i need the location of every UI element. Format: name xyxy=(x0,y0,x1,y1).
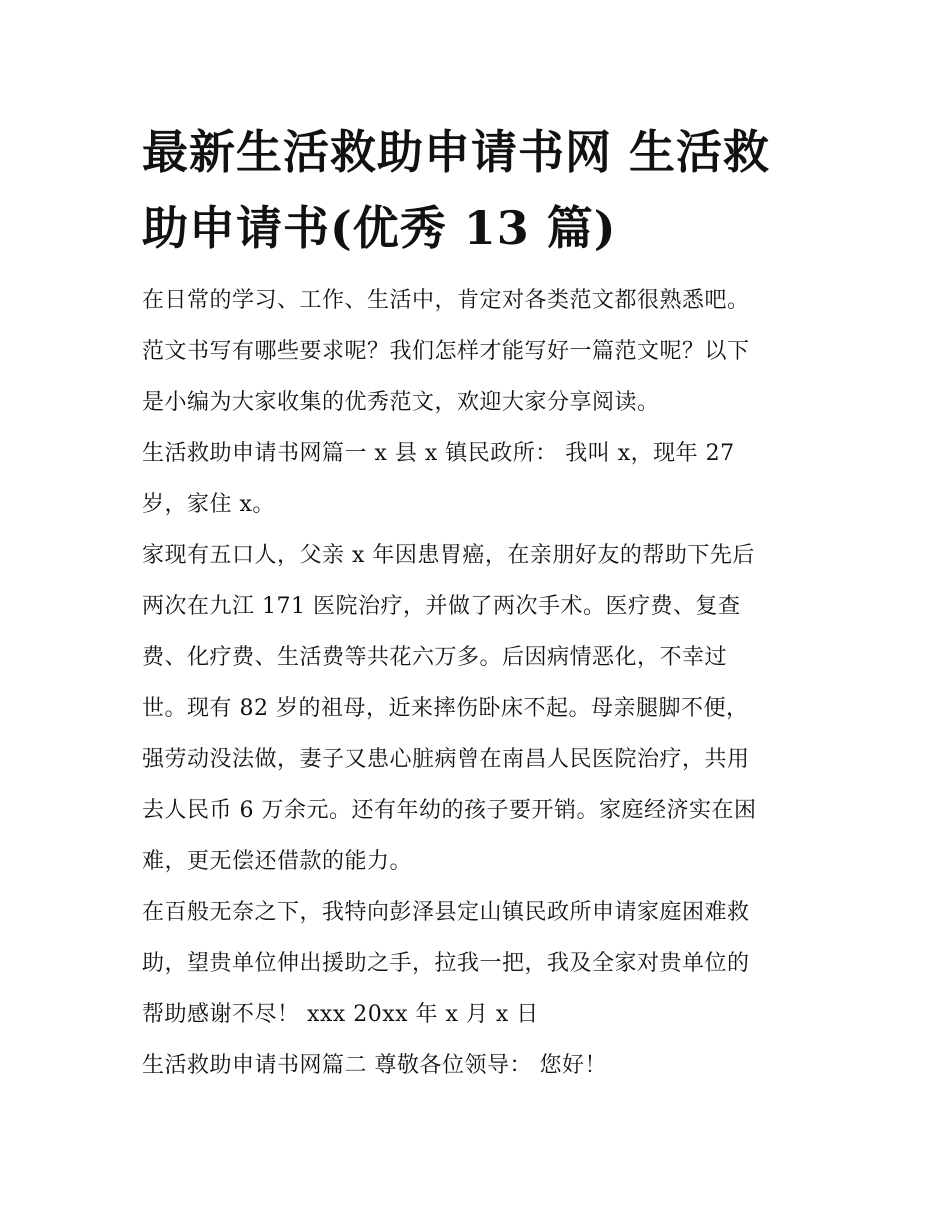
body-line: 家现有五口人，父亲 x 年因患胃癌，在亲朋好友的帮助下先后 xyxy=(142,543,755,568)
body-line: 生活救助申请书网篇二 尊敬各位领导： 您好！ xyxy=(142,1053,607,1078)
body-line: 两次在九江 171 医院治疗，并做了两次手术。医疗费、复查 xyxy=(142,594,741,619)
body-line: 助，望贵单位伸出援助之手，拉我一把，我及全家对贵单位的 xyxy=(142,951,750,976)
body-line: 世。现有 82 岁的祖母，近来摔伤卧床不起。母亲腿脚不便， xyxy=(142,696,749,721)
body-line: 生活救助申请书网篇一 x 县 x 镇民政所： 我叫 x，现年 27 xyxy=(142,441,735,466)
body-line: 在百般无奈之下，我特向彭泽县定山镇民政所申请家庭困难救 xyxy=(142,900,750,925)
body-line: 强劳动没法做，妻子又患心脏病曾在南昌人民医院治疗，共用 xyxy=(142,747,750,772)
title-line: 最新生活救助申请书网 生活救 xyxy=(142,125,771,179)
body-line: 难，更无偿还借款的能力。 xyxy=(142,849,413,874)
body-line: 是小编为大家收集的优秀范文，欢迎大家分享阅读。 xyxy=(142,390,660,415)
body-line: 帮助感谢不尽！ xxx 20xx 年 x 月 x 日 xyxy=(142,1002,539,1027)
document-title xyxy=(142,114,822,266)
document-body xyxy=(142,275,832,1091)
body-line: 范文书写有哪些要求呢？我们怎样才能写好一篇范文呢？以下 xyxy=(142,339,750,364)
body-line: 去人民币 6 万余元。还有年幼的孩子要开销。家庭经济实在困 xyxy=(142,798,757,823)
body-line: 在日常的学习、工作、生活中，肯定对各类范文都很熟悉吧。 xyxy=(142,288,750,313)
title-line: 助申请书(优秀 13 篇) xyxy=(142,201,617,255)
body-line: 岁，家住 x。 xyxy=(142,492,275,517)
body-line: 费、化疗费、生活费等共花六万多。后因病情恶化，不幸过 xyxy=(142,645,728,670)
